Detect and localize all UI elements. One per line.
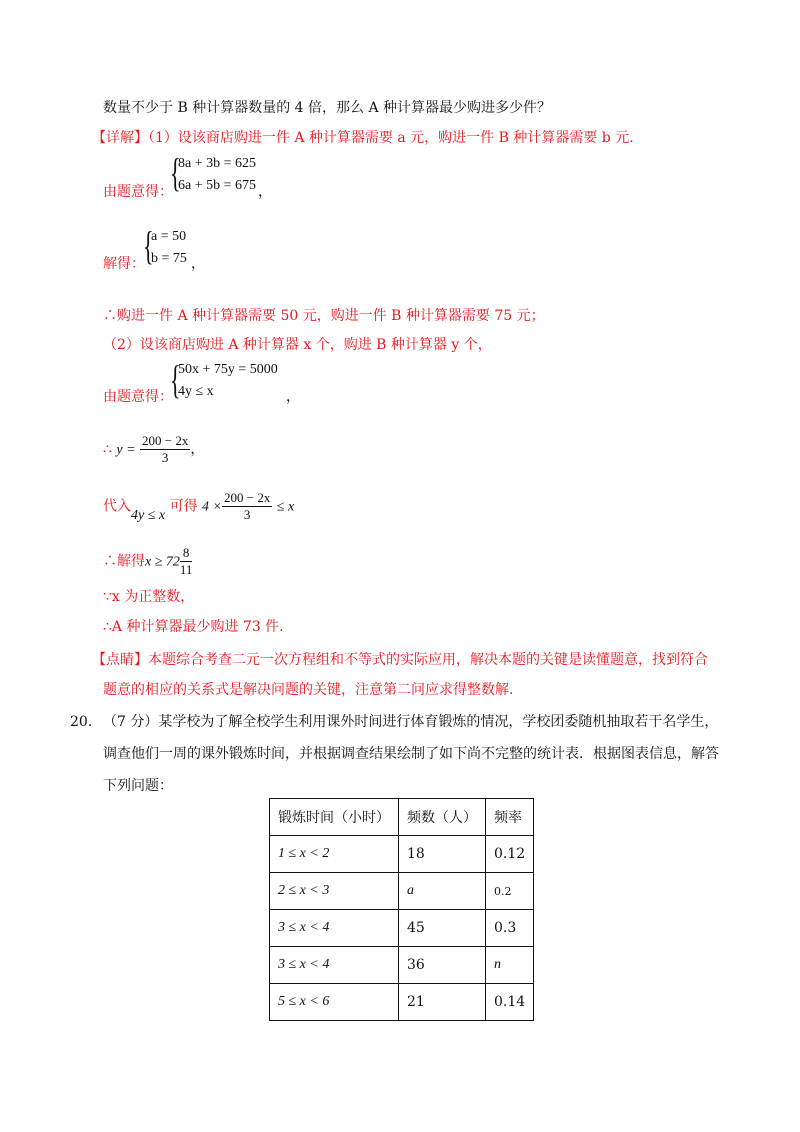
comment-line2: 题意的相应的关系式是解决问题的关键，注意第二问应求得整数解.	[103, 682, 514, 698]
final-answer-line: ∴A 种计算器最少购进 73 件.	[103, 619, 284, 635]
mixed-fraction-denominator: 11	[179, 562, 193, 577]
table-cell: 3 ≤ x < 4	[270, 947, 399, 984]
brace-3: {	[170, 357, 181, 402]
sub-fraction-denominator: 3	[243, 507, 251, 522]
solution-row1: a = 50	[151, 229, 187, 244]
therefore-symbol: ∴	[103, 441, 112, 458]
question-line2: 调查他们一周的课外锻炼时间，并根据调查结果绘制了如下尚不完整的统计表．根据图表信息，解答	[103, 746, 719, 762]
table-cell: 5 ≤ x < 6	[270, 984, 399, 1021]
system1-comma: ，	[258, 184, 272, 200]
positive-integer-line: ∵x 为正整数，	[103, 589, 195, 605]
sub-fraction-numerator: 200 − 2x	[223, 490, 271, 505]
detail-tag: 【详解】	[92, 130, 148, 146]
question-line3: 下列问题：	[103, 778, 173, 794]
table-cell: 3 ≤ x < 4	[270, 910, 399, 947]
table-cell: 0.12	[486, 836, 534, 873]
conclusion-part1: ∴购进一件 A 种计算器需要 50 元，购进一件 B 种计算器需要 75 元；	[103, 308, 545, 324]
can-get-label: 可得	[169, 498, 198, 515]
table-row	[270, 836, 534, 873]
table-cell: a	[399, 873, 486, 910]
table-cell: 0.2	[486, 873, 534, 910]
y-fraction-numerator: 200 − 2x	[142, 433, 189, 448]
system1-row2: 6a + 5b = 675	[178, 178, 257, 193]
table-cell: n	[486, 947, 534, 984]
by-problem-label-1: 由题意得：	[103, 184, 173, 200]
table-cell: 21	[399, 984, 486, 1021]
table-cell: 36	[399, 947, 486, 984]
system2-row2: 4y ≤ x	[178, 384, 214, 399]
solve-x-line	[103, 545, 192, 578]
solution-row2: b = 75	[151, 251, 187, 266]
mixed-fraction-numerator: 8	[180, 545, 193, 562]
table-header-row	[270, 799, 534, 836]
table-row	[270, 910, 534, 947]
y-expression	[103, 433, 204, 466]
table-cell: 2 ≤ x < 3	[270, 873, 399, 910]
header-time: 锻炼时间（小时）	[270, 799, 399, 836]
table-cell: 0.3	[486, 910, 534, 947]
y-fraction-denominator: 3	[161, 450, 169, 465]
y-expression-comma: ，	[190, 441, 205, 458]
y-equals: y =	[116, 442, 136, 458]
header-frequency: 频数（人）	[399, 799, 486, 836]
system2-row1: 50x + 75y = 5000	[178, 362, 278, 377]
detail-text: （1）设该商店购进一件 A 种计算器需要 a 元，购进一件 B 种计算器需要 b 元.	[148, 130, 634, 146]
sub-fraction	[222, 490, 272, 523]
brace-2: {	[143, 223, 154, 268]
system1-row1: 8a + 3b = 625	[178, 156, 257, 171]
system2-comma: ，	[286, 389, 300, 405]
y-fraction	[140, 433, 190, 466]
table-cell: 45	[399, 910, 486, 947]
solution-comma: ，	[191, 256, 205, 272]
comment-text1: 本题综合考查二元一次方程组和不等式的实际应用，解决本题的关键是读懂题意，找到符合	[148, 652, 708, 668]
table-cell: 0.14	[486, 984, 534, 1021]
table-cell: 1 ≤ x < 2	[270, 836, 399, 873]
by-problem-label-2: 由题意得：	[103, 389, 173, 405]
substitution-line	[103, 490, 294, 523]
mixed-fraction	[180, 545, 193, 578]
detail-line	[92, 128, 634, 148]
four-times: 4 ×	[202, 499, 222, 515]
question-number: 20.	[70, 714, 93, 730]
problem-continuation: 数量不少于 B 种计算器数量的 4 倍，那么 A 种计算器最少购进多少件？	[103, 100, 552, 116]
solve-label-1: 解得：	[103, 256, 145, 272]
table-cell: 18	[399, 836, 486, 873]
table-row	[270, 947, 534, 984]
table-row	[270, 873, 534, 910]
brace-1: {	[170, 150, 181, 195]
header-rate: 频率	[486, 799, 534, 836]
substitute-inequality: 4y ≤ x	[131, 507, 166, 523]
substitute-label: 代入	[103, 498, 131, 515]
x-ge-72: x ≥ 72	[145, 554, 180, 570]
comment-tag: 【点睛】	[92, 652, 148, 668]
exercise-frequency-table	[269, 798, 534, 1021]
table-row	[270, 984, 534, 1021]
comment-line1	[92, 650, 708, 670]
part2-setup: （2）设该商店购进 A 种计算器 x 个，购进 B 种计算器 y 个，	[103, 337, 492, 353]
le-x: ≤ x	[276, 499, 295, 515]
question-line1: （7 分）某学校为了解全校学生利用课外时间进行体育锻炼的情况，学校团委随机抽取若干名学生，	[103, 714, 719, 730]
solve-get-label: ∴解得	[103, 553, 145, 570]
